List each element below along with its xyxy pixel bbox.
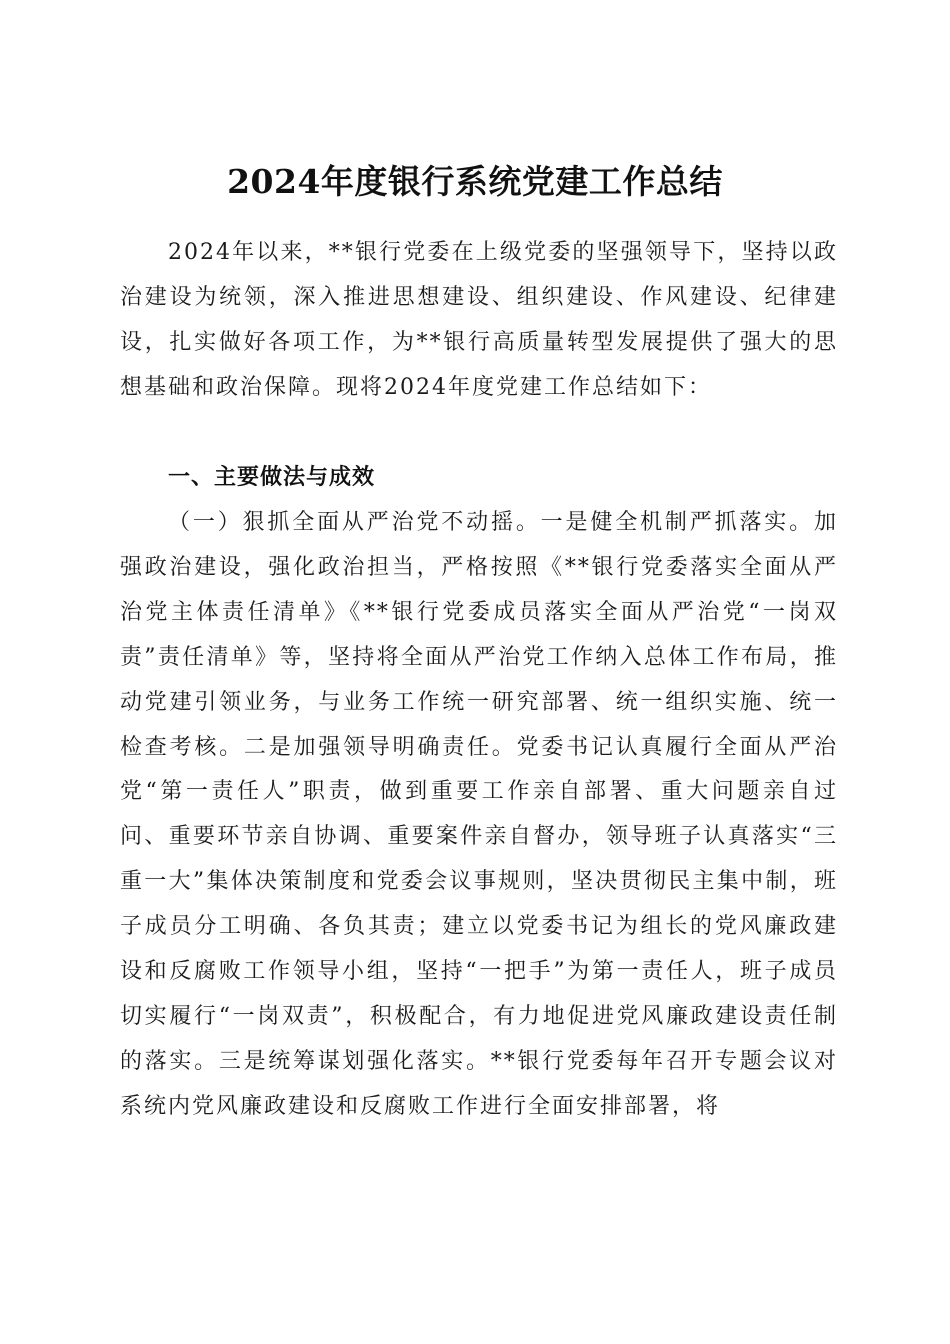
section-paragraph: （一）狠抓全面从严治党不动摇。一是健全机制严抓落实。加强政治建设，强化政治担当，严格按照《**银行党委落实全面从严治党主体责任清单》《**银行党委成员落实全面从严治党“一岗双责”责任清单》等，坚持将全面从严治党工作纳入总体工作布局，推动党建引领业务，与业务工作统一研究部署、统一组织实施、统一检查考核。二是加强领导明确责任。党委书记认真履行全面从严治党“第一责任人”职责，做到重要工作亲自部署、重大问题亲自过问、重要环节亲自协调、重要案件亲自督办，领导班子认真落实“三重一大”集体决策制度和党委会议事规则，坚决贯彻民主集中制，班子成员分工明确、各负其责；建立以党委书记为组长的党风廉政建设和反腐败工作领导小组，坚持“一把手”为第一责任人，班子成员切实履行“一岗双责”，积极配合，有力地促进党风廉政建设责任制的落实。三是统筹谋划强化落实。**银行党委每年召开专题会议对系统内党风廉政建设和反腐败工作进行全面安排部署，将	[120, 510, 838, 1119]
intro-paragraph: 2024年以来，**银行党委在上级党委的坚强领导下，坚持以政治建设为统领，深入推进思想建设、组织建设、作风建设、纪律建设，扎实做好各项工作，为**银行高质量转型发展提供了强大的思想基础和政治保障。现将2024年度党建工作总结如下：	[120, 240, 838, 400]
section-heading: 一、主要做法与成效	[168, 465, 376, 490]
document-title: 2024年度银行系统党建工作总结	[227, 162, 723, 202]
